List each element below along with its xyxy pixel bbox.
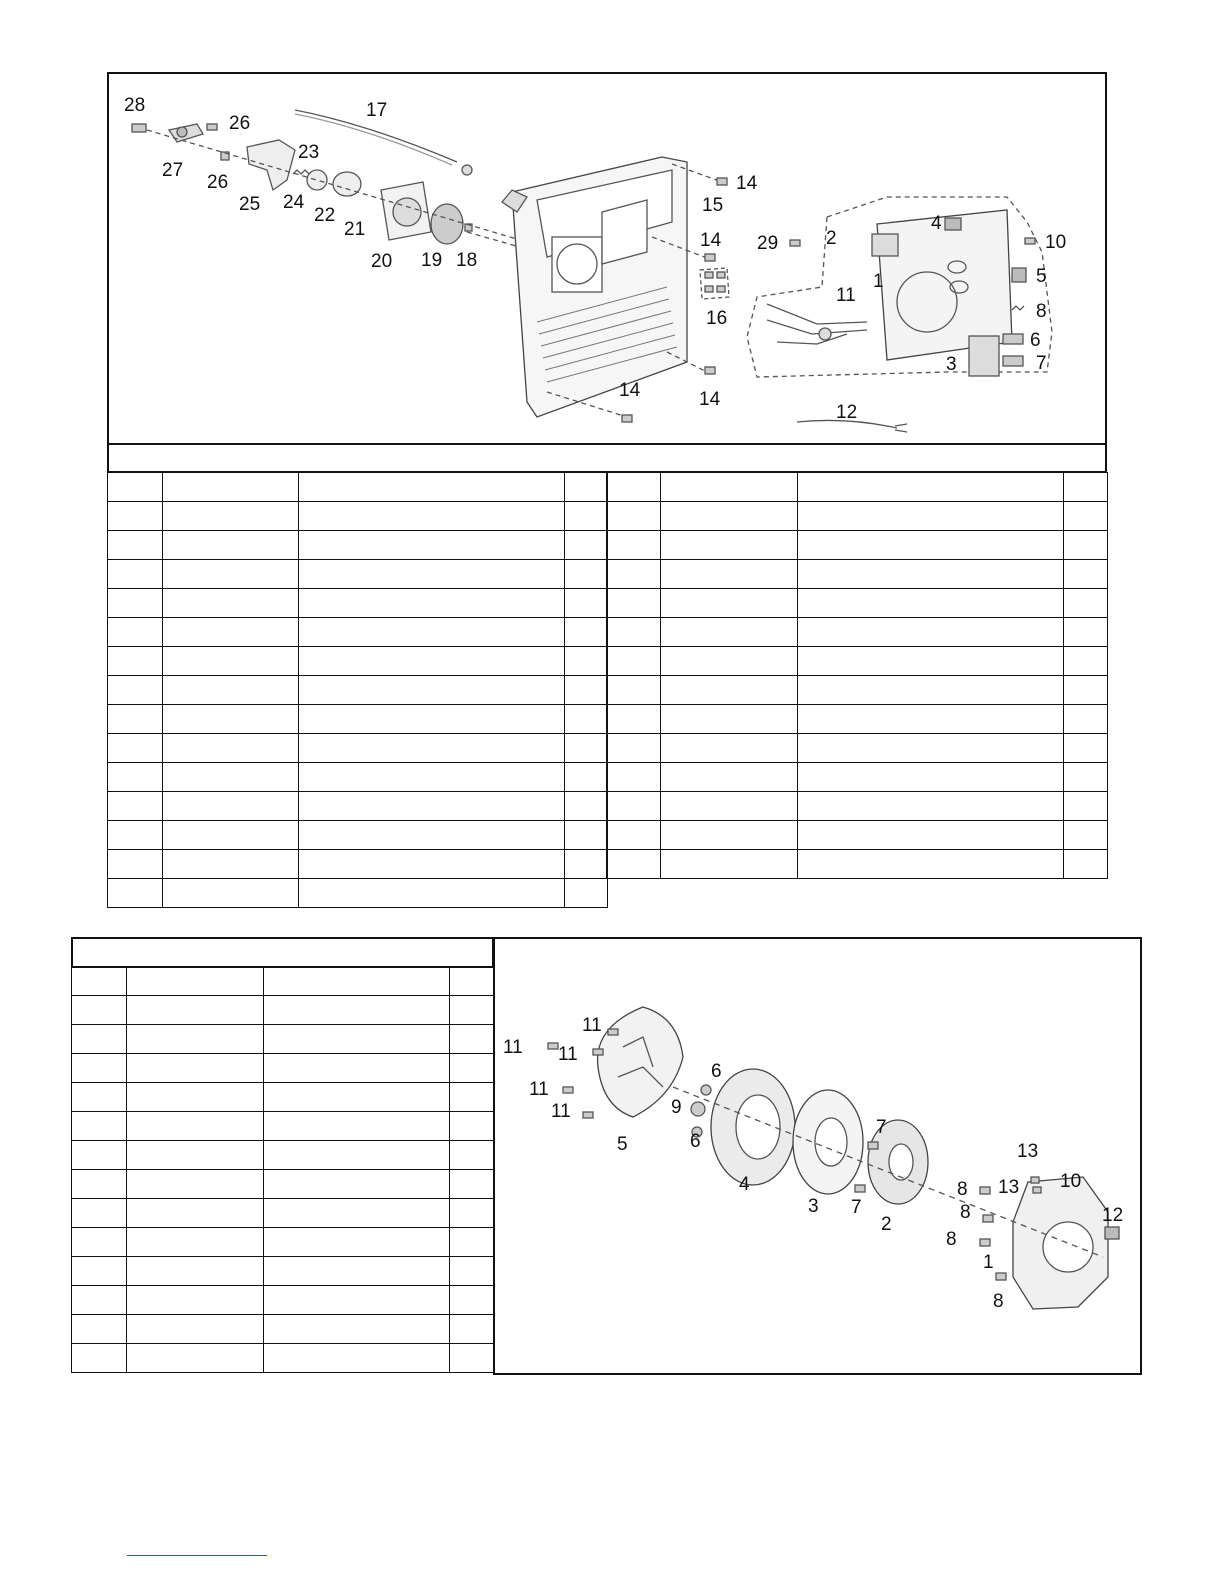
table-row — [607, 589, 1108, 618]
callout-7: 7 — [876, 1117, 887, 1138]
table-row — [72, 1112, 495, 1141]
callout-11: 11 — [551, 1101, 571, 1122]
callout-6: 6 — [690, 1131, 701, 1152]
table-row — [108, 705, 608, 734]
footer-link-underline[interactable] — [127, 1555, 267, 1556]
callout-29: 29 — [757, 233, 779, 254]
table-row — [72, 996, 495, 1025]
callout-12: 12 — [1102, 1205, 1124, 1226]
callout-4: 4 — [739, 1174, 750, 1195]
callout-16: 16 — [706, 308, 728, 329]
callout-4: 4 — [931, 213, 942, 234]
bottom-parts-table — [71, 966, 495, 1373]
callout-3: 3 — [946, 354, 957, 375]
callout-24: 24 — [283, 192, 305, 213]
callout-21: 21 — [344, 219, 366, 240]
bottom-table-title-bar — [71, 937, 494, 968]
table-row — [72, 1025, 495, 1054]
table-row — [108, 850, 608, 879]
callout-10: 10 — [1060, 1171, 1082, 1192]
table-row — [607, 850, 1108, 879]
table-row — [607, 618, 1108, 647]
callout-26: 26 — [229, 113, 251, 134]
table-row — [72, 967, 495, 996]
table-row — [108, 792, 608, 821]
callout-18: 18 — [456, 250, 478, 271]
callout-11: 11 — [836, 285, 856, 306]
table-row — [108, 473, 608, 502]
table-row — [607, 705, 1108, 734]
callout-17: 17 — [366, 100, 388, 121]
table-row — [607, 473, 1108, 502]
table-row — [108, 531, 608, 560]
callout-14: 14 — [700, 230, 722, 251]
top-table-title-bar — [107, 443, 1107, 473]
callout-13: 13 — [1017, 1141, 1039, 1162]
callout-8: 8 — [1036, 301, 1047, 322]
table-row — [72, 1315, 495, 1344]
table-row — [108, 676, 608, 705]
callout-6: 6 — [1030, 330, 1041, 351]
callout-8: 8 — [946, 1229, 957, 1250]
callout-8: 8 — [993, 1291, 1004, 1312]
callout-14: 14 — [699, 389, 721, 410]
table-row — [108, 879, 608, 908]
callout-22: 22 — [314, 205, 336, 226]
callout-1: 1 — [983, 1252, 994, 1273]
callout-11: 11 — [558, 1044, 578, 1065]
callout-11: 11 — [582, 1015, 602, 1036]
bracket-part — [247, 140, 295, 190]
table-row — [108, 734, 608, 763]
table-row — [108, 647, 608, 676]
callout-8: 8 — [960, 1202, 971, 1223]
table-row — [607, 531, 1108, 560]
table-row — [72, 1141, 495, 1170]
callout-26: 26 — [207, 172, 229, 193]
table-row — [108, 589, 608, 618]
table-row — [72, 1083, 495, 1112]
table-row — [72, 1170, 495, 1199]
callout-2: 2 — [881, 1214, 892, 1235]
callout-6: 6 — [711, 1061, 722, 1082]
callout-9: 9 — [671, 1097, 682, 1118]
table-row — [72, 1286, 495, 1315]
table-row — [72, 1054, 495, 1083]
callout-14: 14 — [619, 380, 641, 401]
table-row — [607, 647, 1108, 676]
callout-27: 27 — [162, 160, 184, 181]
table-row — [108, 763, 608, 792]
table-row — [108, 618, 608, 647]
table-row — [108, 560, 608, 589]
table-row — [607, 792, 1108, 821]
callout-13: 13 — [998, 1177, 1020, 1198]
table-row — [607, 734, 1108, 763]
top-parts-table-right — [606, 472, 1108, 879]
table-row — [607, 763, 1108, 792]
callout-10: 10 — [1045, 232, 1067, 253]
callout-11: 11 — [503, 1037, 523, 1058]
callout-7: 7 — [851, 1197, 862, 1218]
callout-5: 5 — [1036, 266, 1047, 287]
callout-25: 25 — [239, 194, 261, 215]
callout-28: 28 — [124, 95, 146, 116]
bottom-exploded-diagram — [493, 937, 1142, 1375]
callout-23: 23 — [298, 142, 320, 163]
table-row — [108, 502, 608, 531]
callout-3: 3 — [808, 1196, 819, 1217]
table-row — [72, 1257, 495, 1286]
table-row — [607, 821, 1108, 850]
table-row — [72, 1228, 495, 1257]
callout-5: 5 — [617, 1134, 628, 1155]
table-row — [607, 676, 1108, 705]
table-row — [607, 560, 1108, 589]
callout-7: 7 — [1036, 353, 1047, 374]
table-row — [72, 1344, 495, 1373]
callout-2: 2 — [826, 228, 837, 249]
table-row — [108, 821, 608, 850]
knob-part — [431, 204, 463, 244]
top-exploded-diagram — [107, 72, 1107, 445]
callout-15: 15 — [702, 195, 724, 216]
callout-20: 20 — [371, 251, 393, 272]
callout-12: 12 — [836, 402, 858, 423]
top-parts-table-left — [107, 472, 608, 908]
callout-1: 1 — [873, 271, 884, 292]
callout-19: 19 — [421, 250, 443, 271]
callout-8: 8 — [957, 1179, 968, 1200]
callout-11: 11 — [529, 1079, 549, 1100]
table-row — [72, 1199, 495, 1228]
table-row — [607, 502, 1108, 531]
callout-14: 14 — [736, 173, 758, 194]
